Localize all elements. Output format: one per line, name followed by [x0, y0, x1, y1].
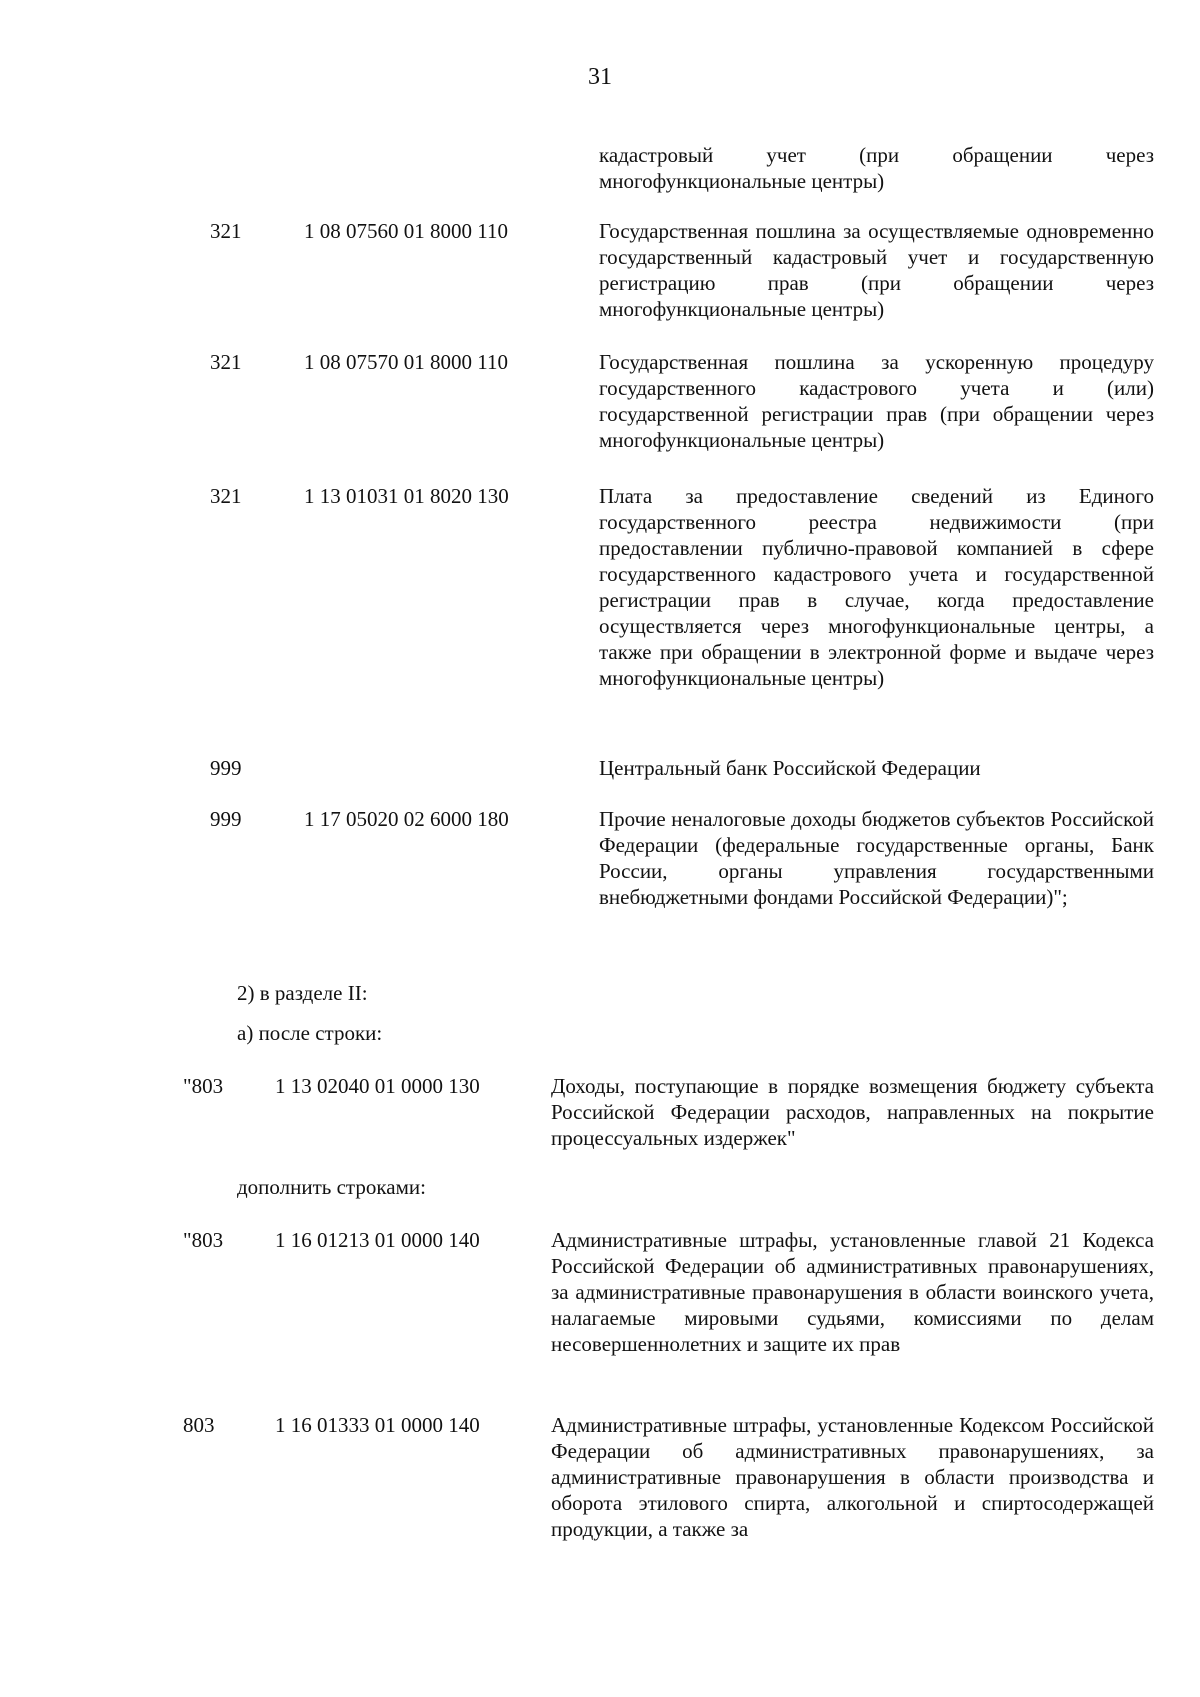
- row-description: Доходы, поступающие в порядке возмещения бюджету субъекта Российской Федерации расходов, направленных на покрытие процессуальных издержек": [551, 1074, 1154, 1150]
- admin-code: "803: [183, 1074, 224, 1098]
- kbk-code: 1 13 01031 01 8020 130: [304, 484, 509, 508]
- admin-code: 321: [210, 219, 242, 243]
- admin-code: "803: [183, 1228, 224, 1252]
- kbk-code: 1 08 07570 01 8000 110: [304, 350, 508, 374]
- row-description: Государственная пошлина за ускоренную процедуру государственного кадастрового учета и (или) государственной регистрации прав (при обращении через многофункциональные центры): [599, 350, 1154, 452]
- row-description: Административные штрафы, установленные главой 21 Кодекса Российской Федерации об административных правонарушениях, за административные правонарушения в области воинского учета, налагаемые мировыми судьями, комиссиями по делам несовершеннолетних и защите их прав: [551, 1228, 1154, 1356]
- section-heading: 2) в разделе II:: [237, 981, 368, 1005]
- row-description: Центральный банк Российской Федерации: [599, 756, 981, 780]
- admin-code: 999: [210, 756, 242, 780]
- row-continuation-text: кадастровый учет (при обращении через многофункциональные центры): [599, 143, 1154, 193]
- admin-code: 321: [210, 484, 242, 508]
- supplement-label: дополнить строками:: [237, 1175, 426, 1199]
- kbk-code: 1 13 02040 01 0000 130: [275, 1074, 480, 1098]
- kbk-code: 1 17 05020 02 6000 180: [304, 807, 509, 831]
- admin-code: 999: [210, 807, 242, 831]
- row-description: Государственная пошлина за осуществляемые одновременно государственный кадастровый учет и государственную регистрацию прав (при обращении через многофункциональные центры): [599, 219, 1154, 321]
- kbk-code: 1 16 01213 01 0000 140: [275, 1228, 480, 1252]
- admin-code: 321: [210, 350, 242, 374]
- row-description: Прочие неналоговые доходы бюджетов субъектов Российской Федерации (федеральные государственные органы, Банк России, органы управления государственными внебюджетными фондами Российской Федерации)";: [599, 807, 1154, 909]
- page-number: 31: [588, 64, 612, 90]
- admin-code: 803: [183, 1413, 215, 1437]
- row-description: Административные штрафы, установленные Кодексом Российской Федерации об административных правонарушениях, за административные правонарушения в области производства и оборота этилового спирта, алкогольной и спиртосодержащей продукции, а также за: [551, 1413, 1154, 1541]
- kbk-code: 1 08 07560 01 8000 110: [304, 219, 508, 243]
- row-description: Плата за предоставление сведений из Единого государственного реестра недвижимости (при предоставлении публично-правовой компанией в сфере государственного кадастрового учета и государственной регистрации прав в случае, когда предоставление осуществляется через многофункциональные центры, а также при обращении в электронной форме и выдаче через многофункциональные центры): [599, 484, 1154, 690]
- item-a-label: а) после строки:: [237, 1021, 383, 1045]
- kbk-code: 1 16 01333 01 0000 140: [275, 1413, 480, 1437]
